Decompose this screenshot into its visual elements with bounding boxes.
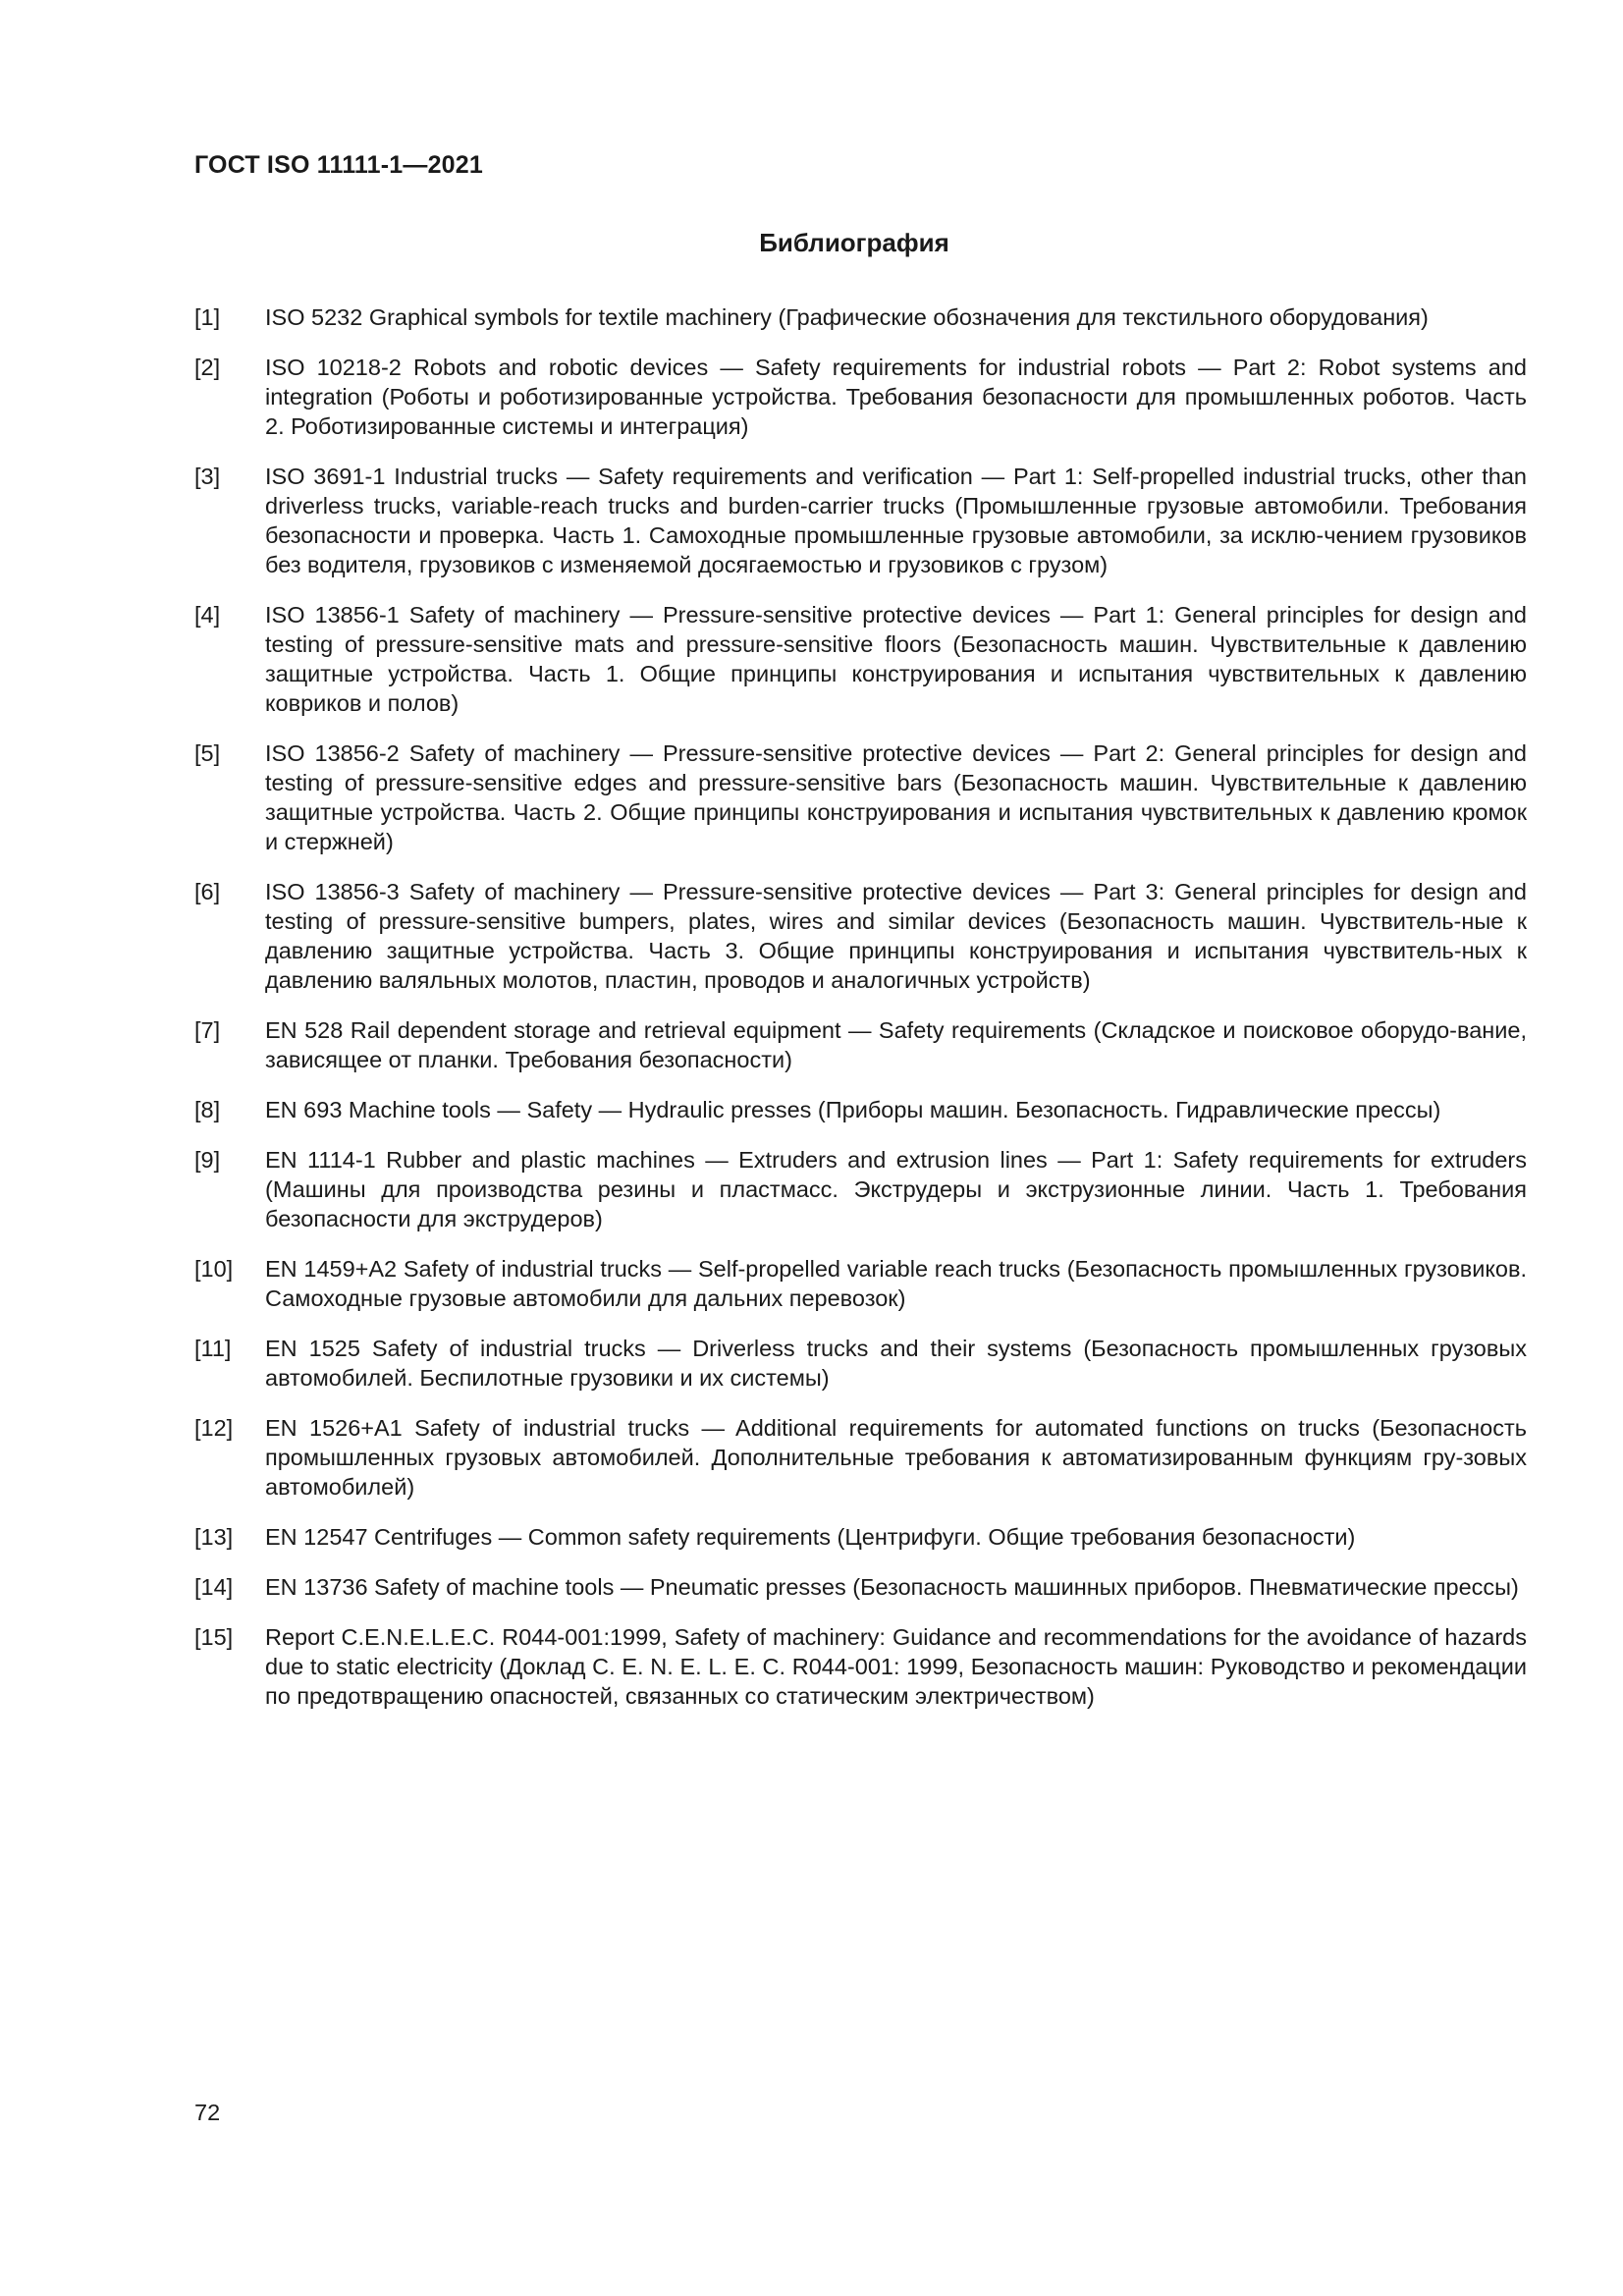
bibliography-entry (194, 877, 1527, 995)
entry-number: [14] (194, 1574, 234, 1600)
bibliography-entry (194, 1522, 1527, 1552)
bibliography-entry (194, 1622, 1527, 1711)
bibliography-list (194, 302, 1527, 1731)
bibliography-entry (194, 1572, 1527, 1602)
bibliography-entry (194, 462, 1527, 579)
bibliography-entry (194, 302, 1527, 332)
bibliography-entry (194, 353, 1527, 441)
bibliography-entry (194, 1334, 1527, 1393)
entry-text: ISO 13856-3 Safety of machinery — Pressure-sensitive protective devices — Part 3: General principles for design and testing of pressure-sensitive bumpers, plates, wires and similar devices (Безопасность машин. Чувствитель-ные к давлению защитные устройства. Часть 3. Общие принципы конструирования и испытания чувствитель-ных к давлению валяльных молотов, пластин, проводов и аналогичных устройств) (265, 879, 1527, 993)
document-header: ГОСТ ISO 11111-1—2021 (194, 151, 483, 179)
entry-number: [11] (194, 1336, 232, 1361)
entry-number: [4] (194, 602, 221, 628)
entry-text: EN 13736 Safety of machine tools — Pneumatic presses (Безопасность машинных приборов. Пневматические прессы) (265, 1574, 1519, 1600)
page-number: 72 (194, 2100, 221, 2125)
section-title: Библиография (759, 228, 949, 257)
entry-number: [10] (194, 1256, 234, 1282)
bibliography-entry (194, 738, 1527, 856)
bibliography-entry (194, 1254, 1527, 1313)
entry-number: [13] (194, 1524, 234, 1550)
entry-text: EN 1459+A2 Safety of industrial trucks — Self-propelled variable reach trucks (Безопасность промышленных грузовиков. Самоходные грузовые автомобили для дальних перевозок) (265, 1256, 1527, 1311)
entry-text: EN 1526+A1 Safety of industrial trucks — Additional requirements for automated functions on trucks (Безопасность промышленных грузовых автомобилей. Дополнительные требования к автоматизированным функциям гру-зовых автомобилей) (265, 1415, 1527, 1500)
entry-number: [6] (194, 879, 221, 904)
entry-text: EN 12547 Centrifuges — Common safety requirements (Центрифуги. Общие требования безопасности) (265, 1524, 1356, 1550)
entry-text: ISO 3691-1 Industrial trucks — Safety requirements and verification — Part 1: Self-propelled industrial trucks, other than driverless trucks, variable-reach trucks and burden-carrier trucks (Промышленные грузовые автомобили. Требования безопасности и проверка. Часть 1. Самоходные промышленные грузовые автомобили, за исклю-чением грузовиков без водителя, грузовиков с изменяемой досягаемостью и грузовиков с грузом) (265, 464, 1527, 577)
entry-text: EN 1525 Safety of industrial trucks — Driverless trucks and their systems (Безопасность промышленных грузовых автомобилей. Беспилотные грузовики и их системы) (265, 1336, 1527, 1391)
entry-number: [5] (194, 740, 221, 766)
bibliography-entry (194, 1413, 1527, 1502)
entry-number: [15] (194, 1624, 234, 1650)
bibliography-entry (194, 1095, 1527, 1124)
entry-text: ISO 10218-2 Robots and robotic devices — Safety requirements for industrial robots — Part 2: Robot systems and integration (Роботы и роботизированные устройства. Требования безопасности для промышленных роботов. Часть 2. Роботизированные системы и интеграция) (265, 355, 1527, 439)
entry-number: [3] (194, 464, 221, 489)
bibliography-entry (194, 1015, 1527, 1074)
entry-number: [2] (194, 355, 221, 380)
bibliography-entry (194, 1145, 1527, 1233)
entry-text: ISO 13856-1 Safety of machinery — Pressure-sensitive protective devices — Part 1: General principles for design and testing of pressure-sensitive mats and pressure-sensitive floors (Безопасность машин. Чувствительные к давлению защитные устройства. Часть 1. Общие принципы конструирования и испытания чувствительных к давлению ковриков и полов) (265, 602, 1527, 716)
entry-number: [12] (194, 1415, 234, 1441)
entry-text: EN 1114-1 Rubber and plastic machines — Extruders and extrusion lines — Part 1: Safety requirements for extruders (Машины для производства резины и пластмасс. Экструдеры и экструзионные линии. Часть 1. Требования безопасности для экструдеров) (265, 1147, 1527, 1231)
entry-text: EN 528 Rail dependent storage and retrieval equipment — Safety requirements (Складское и поисковое оборудо-вание, зависящее от планки. Требования безопасности) (265, 1017, 1527, 1072)
entry-text: Report C.E.N.E.L.E.C. R044-001:1999, Safety of machinery: Guidance and recommendations for the avoidance of hazards due to static electricity (Доклад C. E. N. E. L. E. C. R044-001: 1999, Безопасность машин: Руководство и рекомендации по предотвращению опасностей, связанных со статическим электричеством) (265, 1624, 1527, 1709)
entry-text: ISO 13856-2 Safety of machinery — Pressure-sensitive protective devices — Part 2: General principles for design and testing of pressure-sensitive edges and pressure-sensitive bars (Безопасность машин. Чувствительные к давлению защитные устройства. Часть 2. Общие принципы конструирования и испытания чувствительных к давлению кромок и стержней) (265, 740, 1527, 854)
bibliography-entry (194, 600, 1527, 718)
entry-text: ISO 5232 Graphical symbols for textile machinery (Графические обозначения для текстильного оборудования) (265, 304, 1429, 330)
entry-number: [9] (194, 1147, 221, 1173)
entry-number: [8] (194, 1097, 221, 1122)
entry-number: [1] (194, 304, 221, 330)
entry-text: EN 693 Machine tools — Safety — Hydraulic presses (Приборы машин. Безопасность. Гидравлические прессы) (265, 1097, 1441, 1122)
entry-number: [7] (194, 1017, 221, 1043)
